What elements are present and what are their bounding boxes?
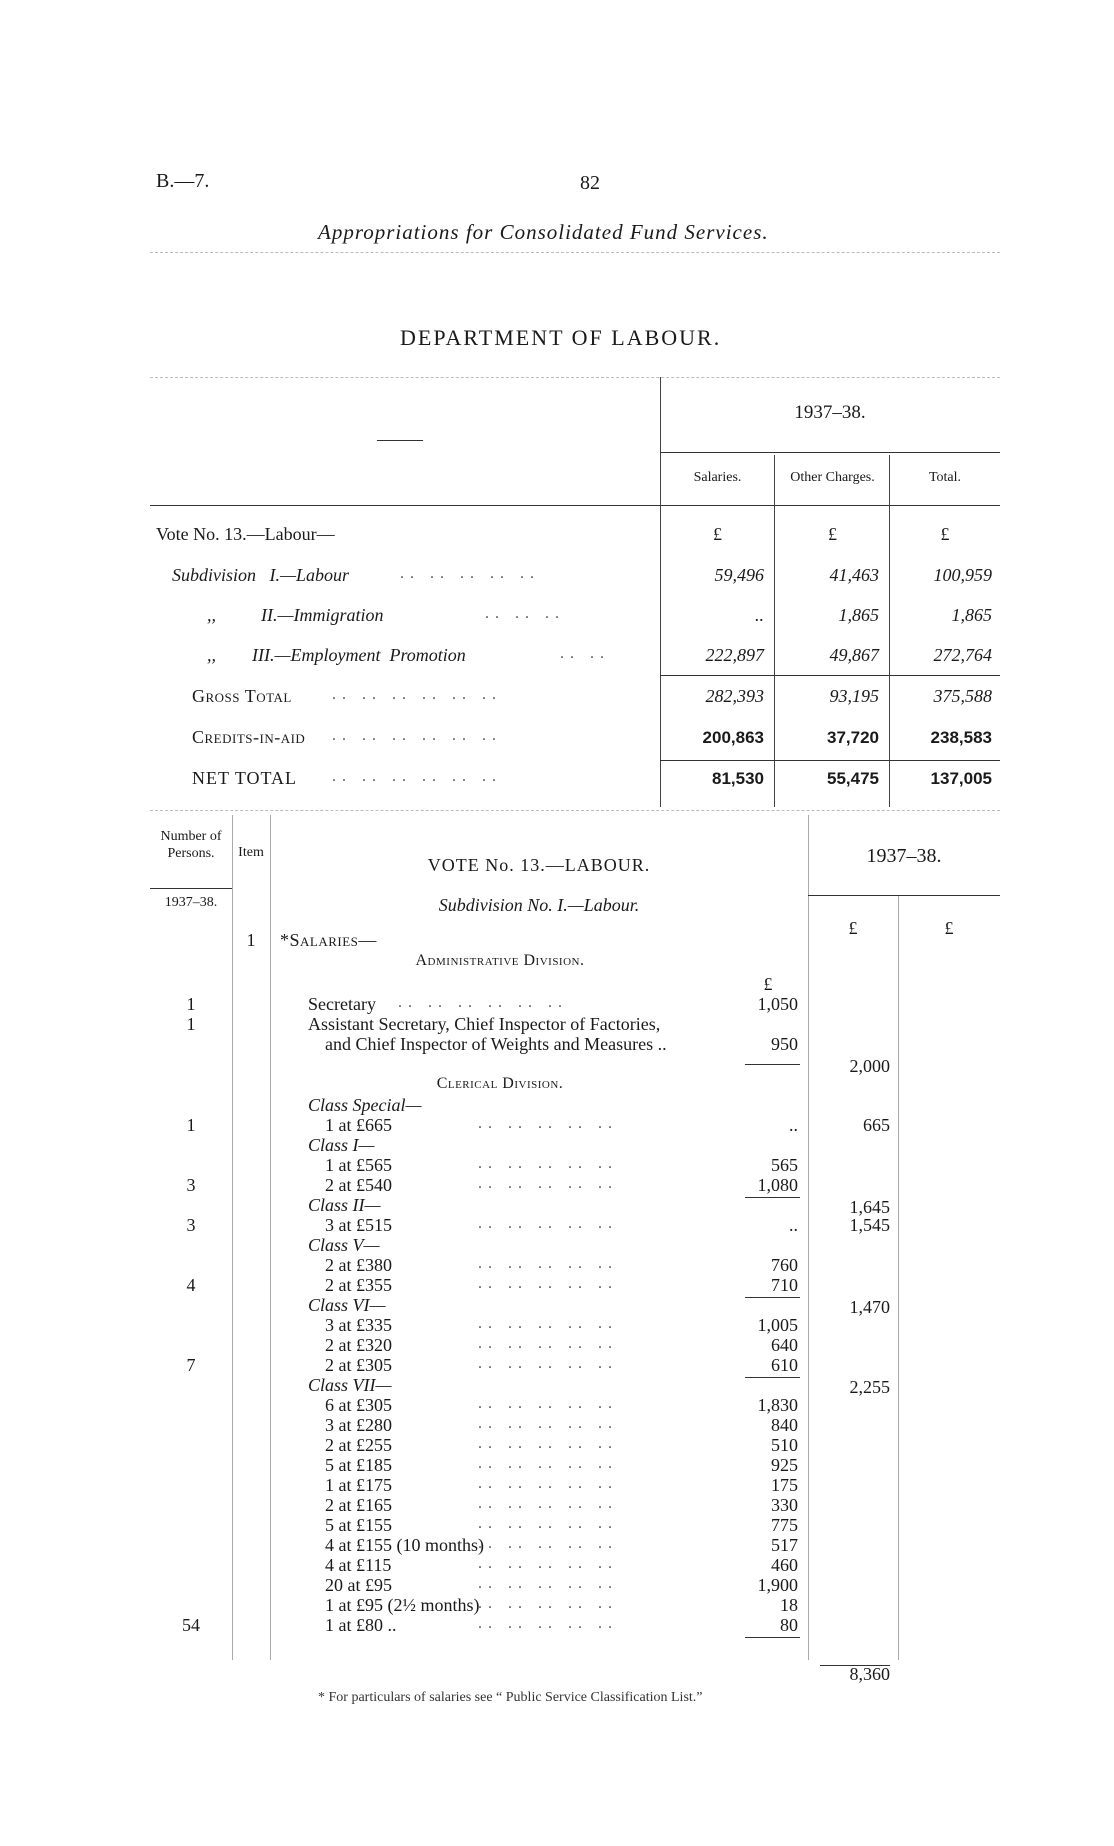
leader-dots: .. .. .. .. .. [478,1355,618,1372]
vote-title: VOTE No. 13.—LABOUR. [427,855,651,875]
salary-line-label: 2 at £305 [325,1355,392,1375]
salary-line-label: 1 at £565 [325,1155,392,1175]
header-bottom-rule [150,505,1000,506]
department-title: DEPARTMENT OF LABOUR. [400,325,722,350]
leader-dots: .. .. .. .. .. [478,1175,618,1192]
credits-salaries: 200,863 [702,728,764,747]
currency-total: £ [940,524,950,544]
row-label: ,, II.—Immigration [207,605,384,625]
admin-subtotal-rule [745,1064,800,1065]
salary-line-label: 2 at £320 [325,1335,392,1355]
line-amount: 510 [771,1435,798,1455]
line-amount: 840 [771,1415,798,1435]
footnote: * For particulars of salaries see “ Public Service Classification List.” [318,1690,703,1705]
persons-count: 54 [182,1615,200,1635]
currency-other: £ [828,524,837,544]
row-total: 100,959 [933,565,992,585]
pounds-col-line-2 [898,895,899,1660]
class-heading: Class VI— [308,1295,386,1315]
row-label: ,, III.—Employment Promotion [207,645,466,665]
row-total: 272,764 [933,645,992,665]
credits-total: 238,583 [930,728,992,747]
leader-dots: .. .. .. .. .. [478,1335,618,1352]
secretary-label: Secretary [308,994,376,1014]
row-other: 41,463 [829,565,879,585]
net-salaries: 81,530 [712,769,764,788]
line-amount: 610 [771,1355,798,1375]
salary-line-label: 6 at £305 [325,1395,392,1415]
vote-currency-a: £ [848,918,858,938]
class-total: 665 [863,1115,890,1135]
credits-other: 37,720 [827,728,879,747]
gross-total: 375,588 [933,686,992,706]
row-other: 49,867 [829,645,879,665]
persons-count: 3 [186,1175,196,1195]
class-total: 2,255 [849,1377,890,1397]
leader-dots: .. .. .. .. .. [478,1435,618,1452]
assistant-line-2: and Chief Inspector of Weights and Measures .. [325,1034,667,1054]
leader-dots: .. .. [560,645,610,662]
leader-dots: .. .. .. .. .. .. [332,768,502,785]
subtotal-rule [745,1637,800,1638]
salaries-heading: *Salaries— [280,930,377,950]
row-label: Subdivision I.—Labour [172,565,350,585]
running-title: Appropriations for Consolidated Fund Services. [318,220,769,244]
pounds-col-line-1 [808,815,809,1660]
salary-line-label: 3 at £280 [325,1415,392,1435]
persons-count: 7 [186,1355,196,1375]
line-amount: .. [789,1215,798,1235]
summary-top-rule [150,377,1000,378]
salary-line-label: 5 at £185 [325,1455,392,1475]
leader-dots: .. .. .. .. .. [478,1255,618,1272]
salary-line-label: 4 at £115 [325,1555,392,1575]
line-amount: .. [789,1115,798,1135]
salary-line-label: 2 at £165 [325,1495,392,1515]
subtotal-rule [745,1297,800,1298]
salary-line-label: 20 at £95 [325,1575,392,1595]
row-total: 1,865 [951,605,992,625]
stub-dash [377,440,423,441]
leader-dots: .. .. .. .. .. [478,1115,618,1132]
vote-year-rule [808,895,1000,896]
salary-line-label: 5 at £155 [325,1515,392,1535]
line-amount: 175 [771,1475,798,1495]
leader-dots: .. .. .. .. .. [478,1395,618,1412]
leader-dots: .. .. .. .. .. [478,1615,618,1632]
line-amount: 1,080 [757,1175,798,1195]
item-number: 1 [246,930,256,950]
line-amount: 517 [771,1535,798,1555]
vote-currency-b: £ [944,918,954,938]
net-rule [660,760,1000,761]
line-amount: 640 [771,1335,798,1355]
net-label: NET TOTAL [192,768,298,788]
gross-label: Gross Total [192,686,292,706]
salary-line-label: 2 at £540 [325,1175,392,1195]
summary-bottom-rule [150,810,1000,811]
line-amount: 565 [771,1155,798,1175]
leader-dots: .. .. .. .. .. [478,1555,618,1572]
item-col-line [270,815,271,1660]
currency-salaries: £ [713,524,722,544]
row-other: 1,865 [838,605,879,625]
leader-dots: .. .. .. .. .. .. [332,686,502,703]
leader-dots: .. .. .. .. .. [478,1155,618,1172]
line-amount: 925 [771,1455,798,1475]
summary-col-line-2 [774,455,775,807]
document-reference: B.—7. [156,170,210,192]
admin-division-heading: Administrative Division. [415,952,585,969]
row-salaries: 59,496 [714,565,764,585]
line-amount: 460 [771,1555,798,1575]
salary-line-label: 1 at £80 .. [325,1615,397,1635]
leader-dots: .. .. .. .. .. [478,1275,618,1292]
vote-subtitle: Subdivision No. I.—Labour. [438,895,640,915]
salary-line-label: 1 at £665 [325,1115,392,1135]
salary-line-label: 1 at £175 [325,1475,392,1495]
row-salaries: 222,897 [705,645,764,665]
year-rule [660,452,1000,453]
leader-dots: .. .. .. .. .. [478,1315,618,1332]
class-heading: Class Special— [308,1095,422,1115]
header-rule [150,252,1000,253]
vote-label: Vote No. 13.—Labour— [156,524,335,544]
persons-count: 3 [186,1215,196,1235]
leader-dots: .. .. .. .. .. [478,1455,618,1472]
line-amount: 18 [780,1595,798,1615]
assistant-amount: 950 [771,1034,798,1054]
clerical-division-heading: Clerical Division. [436,1075,564,1092]
class-heading: Class I— [308,1135,375,1155]
class-heading: Class VII— [308,1375,392,1395]
col-total-header: Total. [928,470,962,485]
credits-label: Credits-in-aid [192,727,306,747]
persons-count: 1 [186,1115,196,1135]
page-number: 82 [580,172,600,194]
col-salaries-header: Salaries. [693,470,742,485]
vote-year: 1937–38. [866,845,942,867]
leader-dots: .. .. .. .. .. .. [332,727,502,744]
secretary-amount: 1,050 [757,994,798,1014]
salary-line-label: 2 at £355 [325,1275,392,1295]
line-amount: 80 [780,1615,798,1635]
assistant-line-1: Assistant Secretary, Chief Inspector of Factories, [308,1014,661,1034]
line-amount: 1,830 [757,1395,798,1415]
leader-dots: .. .. .. .. .. [478,1215,618,1232]
subtotal-rule [745,1197,800,1198]
line-amount: 330 [771,1495,798,1515]
leader-dots: .. .. .. .. .. [478,1495,618,1512]
row-salaries: .. [755,605,764,625]
salary-line-label: 3 at £515 [325,1215,392,1235]
inner-currency: £ [763,974,773,994]
class-total: 1,645 [849,1197,890,1217]
line-amount: 760 [771,1255,798,1275]
line-amount: 710 [771,1275,798,1295]
summary-year: 1937–38. [794,402,866,423]
leader-dots: .. .. .. .. .. [478,1535,618,1552]
gross-salaries: 282,393 [705,686,764,706]
col-item: Item [238,845,264,860]
persons-header-rule [150,888,232,889]
salary-line-label: 2 at £380 [325,1255,392,1275]
salary-line-label: 4 at £155 (10 months) [325,1535,484,1555]
secretary-persons: 1 [186,994,196,1014]
class-heading: Class V— [308,1235,380,1255]
col-number-of-persons: Number of Persons. [160,829,222,861]
salary-line-label: 2 at £255 [325,1435,392,1455]
leader-dots: .. .. .. .. .. .. [398,994,568,1011]
leader-dots: .. .. .. .. .. [478,1575,618,1592]
col-other-header: Other Charges. [790,470,875,485]
leader-dots: .. .. .. .. .. [478,1415,618,1432]
net-other: 55,475 [827,769,879,788]
persons-count: 4 [186,1275,196,1295]
persons-year: 1937–38. [164,895,218,910]
leader-dots: .. .. .. .. .. [478,1475,618,1492]
class-heading: Class II— [308,1195,381,1215]
class-total: 1,545 [849,1215,890,1235]
gross-other: 93,195 [829,686,879,706]
leader-dots: .. .. .. .. .. [478,1515,618,1532]
line-amount: 1,900 [757,1575,798,1595]
final-total: 8,360 [849,1664,890,1684]
leader-dots: .. .. .. .. .. [478,1595,618,1612]
salary-line-label: 3 at £335 [325,1315,392,1335]
assistant-persons: 1 [186,1014,196,1034]
salary-line-label: 1 at £95 (2½ months) [325,1595,480,1615]
leader-dots: .. .. .. .. .. [400,565,540,582]
class-total: 1,470 [849,1297,890,1317]
line-amount: 775 [771,1515,798,1535]
subtotal-rule [745,1377,800,1378]
gross-rule [660,675,1000,676]
line-amount: 1,005 [757,1315,798,1335]
summary-col-line-3 [889,455,890,807]
net-total: 137,005 [930,769,992,788]
admin-total: 2,000 [849,1056,890,1076]
leader-dots: .. .. .. [485,605,565,622]
